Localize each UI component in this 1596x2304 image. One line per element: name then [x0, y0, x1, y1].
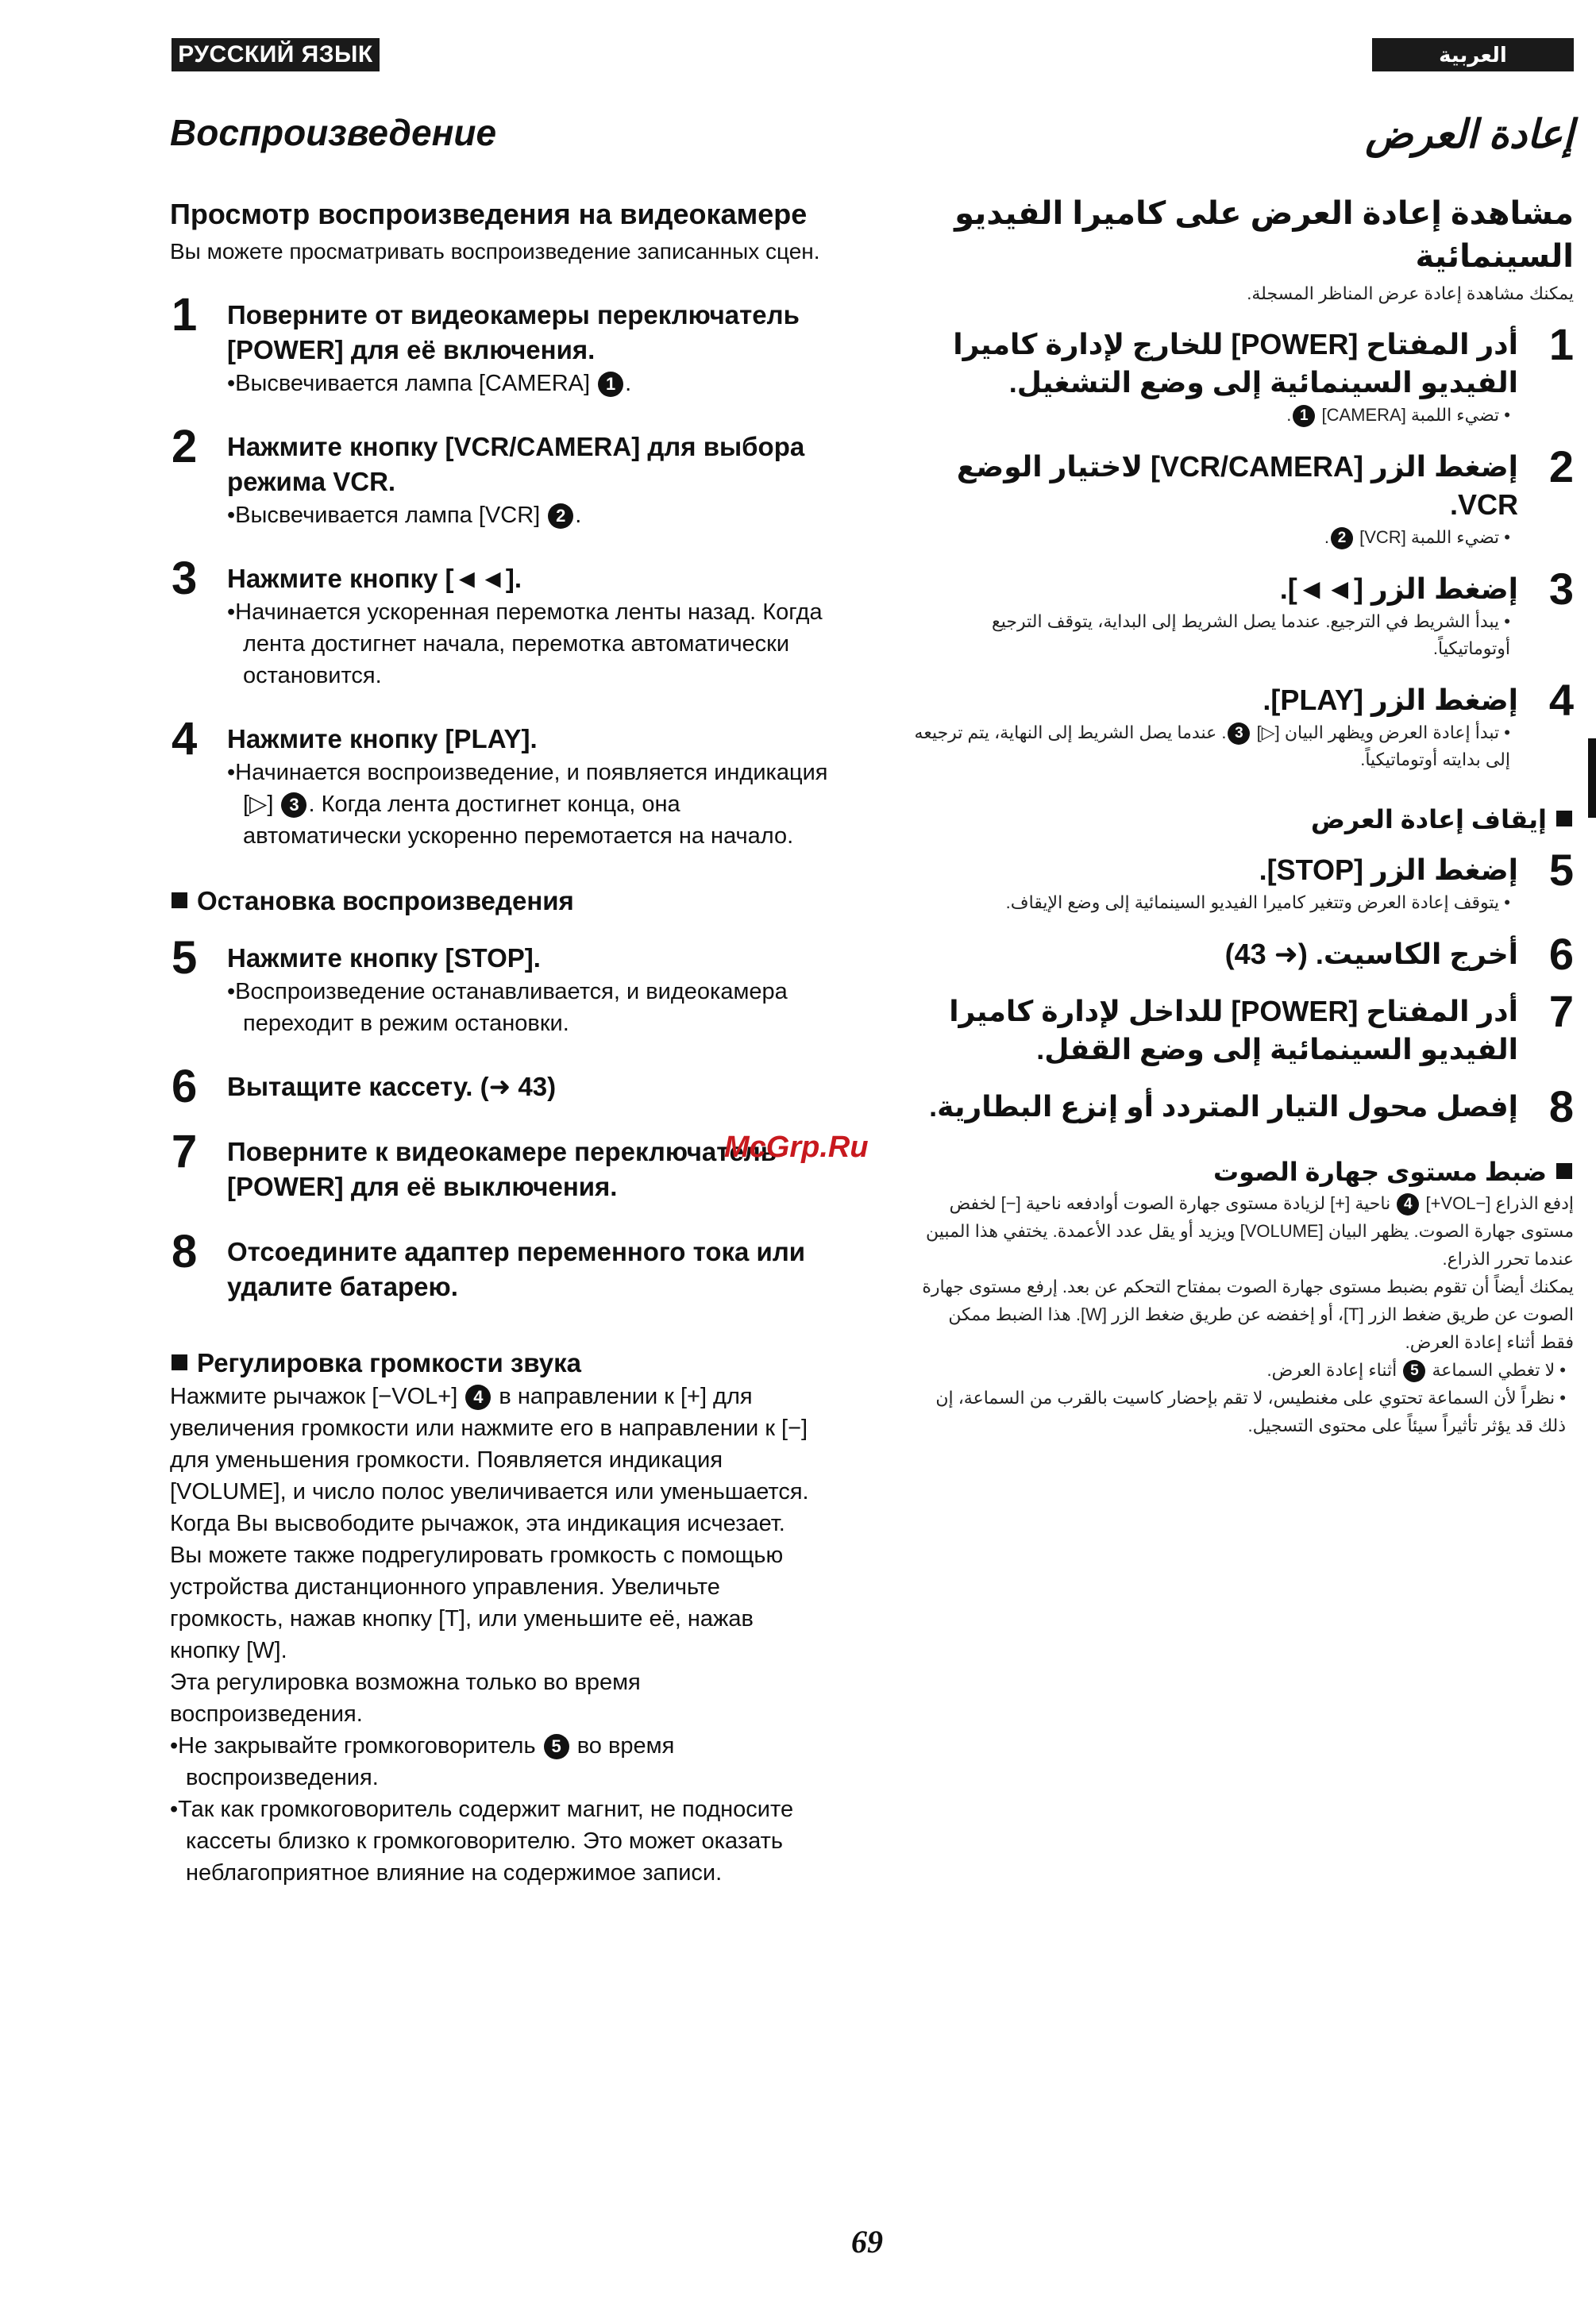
step: [913, 1081, 1574, 1131]
callout-badge: 1: [598, 372, 623, 397]
volume-paragraph: يمكنك أيضاً أن تقوم بضبط مستوى جهارة الصوت بمفتاح التحكم عن بعد. إرفع مستوى جهارة الصوت عن طريق ضغط الزر [T]، أو إخفضه عن طريق ضغط الزر [W]. هذا الضبط ممكن فقط أثناء إعادة العرض.: [922, 1277, 1574, 1352]
callout-badge: 5: [1403, 1360, 1425, 1382]
callout-badge: 4: [465, 1385, 491, 1410]
intro-text: Вы можете просматривать воспроизведение записанных сцен.: [170, 239, 820, 264]
intro-text: يمكنك مشاهدة إعادة عرض المناظر المسجلة.: [1247, 283, 1574, 303]
step: [913, 319, 1574, 429]
step-note: • يتوقف إعادة العرض وتتغير كاميرا الفيديو السينمائية إلى وضع الإيقاف.: [1005, 892, 1510, 912]
square-bullet-icon: [1556, 1163, 1572, 1179]
volume-paragraph: Нажмите рычажок [−VOL+] 4 в направлении к [+] для увеличения громкости или нажмите его в направлении к [−] для уменьшения громкости. Появляется индикация [VOLUME], и число полос увеличивается или уменьшается. Когда Вы высвободите рычажок, эта индикация исчезает.: [170, 1384, 809, 1536]
step-number: 3: [172, 553, 198, 604]
step: [170, 1061, 829, 1112]
step-title: إضغط الزر [◄◄].: [1279, 572, 1518, 605]
step: [170, 553, 829, 692]
step-number: 4: [1548, 675, 1574, 725]
language-tab-arabic: العربية: [1372, 38, 1574, 71]
step-title: إفصل محول التيار المتردد أو إنزع البطارية.: [929, 1090, 1518, 1123]
step-number: 3: [1548, 564, 1574, 614]
step-note: •Воспроизведение останавливается, и видеокамера переходит в режим остановки.: [227, 979, 788, 1036]
step-title: Поверните к видеокамере переключатель [POWER] для её выключения.: [227, 1137, 777, 1201]
step-title: إضغط الزر [STOP].: [1259, 853, 1518, 886]
note-bullet: •Не закрывайте громкоговоритель 5 во время воспроизведения.: [170, 1733, 675, 1790]
section-title: إعادة العرض: [1365, 112, 1574, 156]
note-bullet: •Так как громкоговоритель содержит магнит, не подносите кассеты близко к громкоговорителю. Это может оказать неблагоприятное влияние на содержимое записи.: [170, 1797, 794, 1886]
step-number: 6: [1548, 929, 1574, 979]
stop-playback-heading: Остановка воспроизведения: [170, 884, 829, 919]
step-title: Нажмите кнопку [VCR/CAMERA] для выбора режима VCR.: [227, 432, 805, 496]
step-title: أدر المفتاح [POWER] للخارج لإدارة كاميرا الفيديو السينمائية إلى وضع التشغيل.: [953, 328, 1518, 399]
callout-badge: 2: [548, 503, 573, 529]
step-title: Поверните от видеокамеры переключатель [POWER] для её включения.: [227, 300, 800, 364]
volume-heading: ضبط مستوى جهارة الصوت: [913, 1154, 1574, 1189]
callout-badge: 1: [1293, 405, 1315, 427]
russian-column: [170, 103, 829, 1889]
callout-badge: 3: [281, 792, 306, 818]
volume-heading: Регулировка громкости звука: [170, 1346, 829, 1381]
step-number: 8: [172, 1226, 198, 1277]
stop-playback-heading: إيقاف إعادة العرض: [913, 802, 1574, 837]
step-note: • يبدأ الشريط في الترجيع. عندما يصل الشريط إلى البداية، يتوقف الترجيع أوتوماتيكياً.: [992, 611, 1510, 658]
step-note: •Начинается ускоренная перемотка ленты назад. Когда лента достигнет начала, перемотка автоматически остановится.: [227, 599, 823, 688]
step-title: أخرج الكاسيت. (➜ 43): [1224, 938, 1518, 970]
square-bullet-icon: [1556, 811, 1572, 826]
step-number: 2: [1548, 441, 1574, 491]
edge-marker: [1588, 738, 1596, 818]
step-title: Нажмите кнопку [PLAY].: [227, 724, 538, 753]
callout-badge: 2: [1331, 527, 1353, 549]
step-title: Отсоедините адаптер переменного тока или удалите батарею.: [227, 1237, 806, 1301]
step: [913, 986, 1574, 1069]
step-number: 1: [172, 289, 198, 341]
arabic-column: [913, 103, 1574, 1439]
step-title: Нажмите кнопку [STOP].: [227, 943, 541, 973]
step-note: • تضيء اللمبة [VCR] 2.: [913, 524, 1518, 551]
step-title: إضغط الزر [VCR/CAMERA] لاختيار الوضع VCR.: [956, 450, 1518, 521]
step-number: 1: [1548, 319, 1574, 369]
step-note: • تبدأ إعادة العرض ويظهر البيان [▷] 3. عندما يصل الشريط إلى النهاية، يتم ترجيعه إلى بدايته أوتوماتيكياً.: [914, 722, 1510, 769]
note-bullet: • نظراً لأن السماعة تحتوي على مغنطيس، لا تقم بإحضار كاسيت بالقرب من السماعة، إن ذلك قد يؤثر تأثيراً سيئاً على محتوى التسجيل.: [935, 1388, 1566, 1435]
step-note: •Высвечивается лампа [CAMERA] 1 .: [227, 371, 632, 396]
step-number: 6: [172, 1061, 198, 1112]
step-title: Нажмите кнопку [◄◄].: [227, 564, 522, 593]
step-title: إضغط الزر [PLAY].: [1263, 684, 1518, 716]
step-number: 5: [1548, 845, 1574, 895]
language-tab-russian: РУССКИЙ ЯЗЫК: [172, 38, 380, 71]
step-number: 7: [172, 1126, 198, 1177]
step: [170, 713, 829, 852]
step-title: أدر المفتاح [POWER] للداخل لإدارة كاميرا الفيديو السينمائية إلى وضع القفل.: [949, 995, 1518, 1065]
step: [913, 929, 1574, 979]
callout-badge: 3: [1228, 722, 1250, 745]
note-bullet: • لا تغطي السماعة 5 أثناء إعادة العرض.: [913, 1356, 1574, 1384]
section-title: Воспроизведение: [170, 112, 497, 153]
step-title: Вытащите кассету. (➜ 43): [227, 1072, 557, 1101]
step: [913, 845, 1574, 916]
square-bullet-icon: [172, 892, 187, 908]
step-note: •Высвечивается лампа [VCR] 2 .: [227, 503, 582, 528]
step: [913, 564, 1574, 662]
step-number: 2: [172, 421, 198, 472]
callout-badge: 4: [1397, 1193, 1419, 1216]
watermark: McGrp.Ru: [724, 1131, 869, 1164]
step-note: •Начинается воспроизведение, и появляется индикация [▷] 3 . Когда лента достигнет конца, она автоматически ускоренно перемотается на начало.: [227, 760, 828, 849]
step-number: 8: [1548, 1081, 1574, 1131]
page-number: 69: [851, 2224, 883, 2260]
square-bullet-icon: [172, 1354, 187, 1370]
step: [913, 675, 1574, 773]
step-number: 4: [172, 713, 198, 765]
step: [913, 441, 1574, 551]
volume-paragraph: Эта регулировка возможна только во время воспроизведения.: [170, 1670, 641, 1727]
step: [170, 421, 829, 531]
volume-paragraph: Вы можете также подрегулировать громкость с помощью устройства дистанционного управления. Увеличьте громкость, нажав кнопку [T], или уменьшите её, нажав кнопку [W].: [170, 1543, 784, 1663]
step: [170, 289, 829, 399]
step-number: 7: [1548, 986, 1574, 1036]
callout-badge: 5: [544, 1734, 569, 1759]
step: [170, 932, 829, 1039]
step: [170, 1226, 829, 1304]
subsection-title: Просмотр воспроизведения на видеокамере: [170, 198, 808, 230]
step-number: 5: [172, 932, 198, 984]
subsection-title: مشاهدة إعادة العرض على كاميرا الفيديو السينمائية: [954, 196, 1574, 274]
step-note: • تضيء اللمبة [CAMERA] 1.: [913, 402, 1518, 429]
volume-paragraph: إدفع الذراع [−VOL+] 4 ناحية [+] لزيادة مستوى جهارة الصوت أوادفعه ناحية [−] لخفض مستوى جهارة الصوت. يظهر البيان [VOLUME] ويزيد أو يقل عدد الأعمدة. يختفي هذا المبين عندما تحرر الذراع.: [926, 1193, 1574, 1269]
